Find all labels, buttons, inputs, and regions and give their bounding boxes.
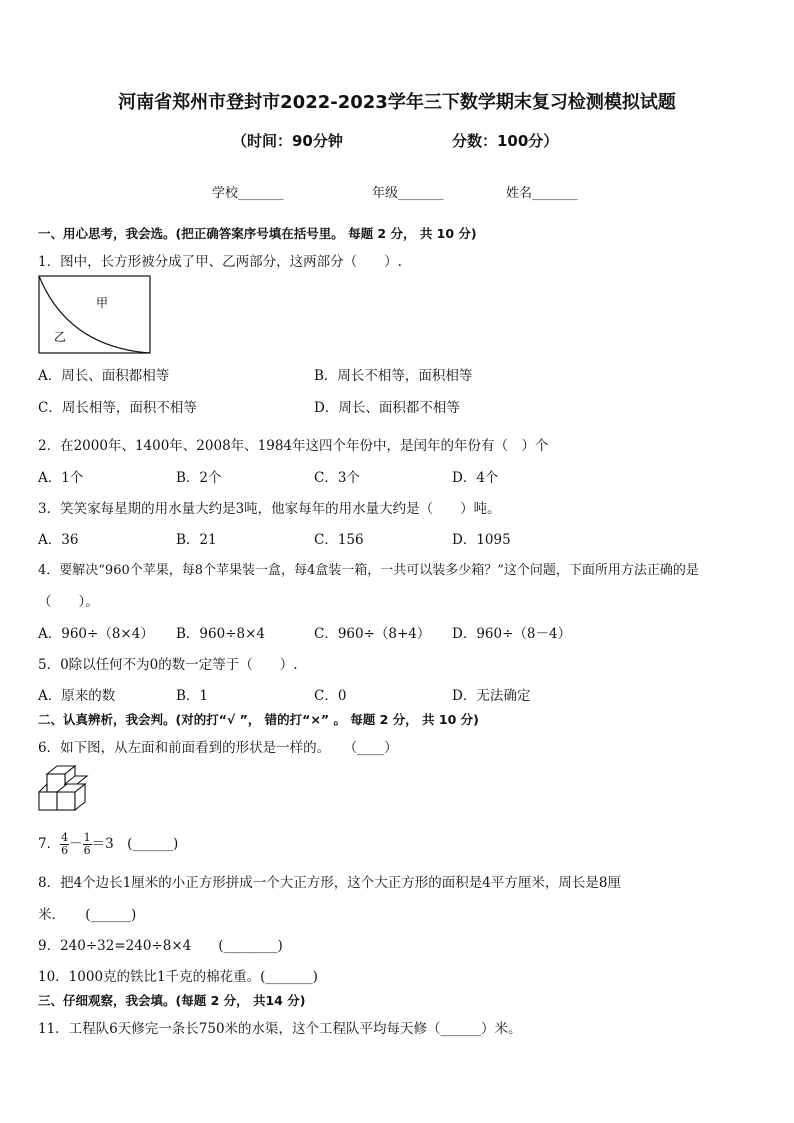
question-5: 5．0除以任何不为0的数一定等于（ ）. <box>38 657 298 673</box>
label-jia: 甲 <box>96 296 109 310</box>
fraction-1 <box>60 832 69 857</box>
exam-score: 分数：100分） <box>452 132 559 150</box>
question-4-cont: （ ）。 <box>38 594 99 610</box>
q5-option-d: D．无法确定 <box>452 688 531 704</box>
q1-option-c: C．周长相等，面积不相等 <box>38 400 197 416</box>
cube-figure <box>37 764 89 816</box>
school-field: 学校_______ <box>212 186 284 201</box>
q2-option-c: C．3个 <box>314 470 360 486</box>
question-3: 3．笑笑家每星期的用水量大约是3吨，他家每年的用水量大约是（ ）吨。 <box>38 501 501 517</box>
q2-option-d: D．4个 <box>452 470 499 486</box>
q2-option-a: A．1个 <box>38 470 84 486</box>
question-9: 9．240÷32=240÷8×4 (________) <box>38 938 283 954</box>
fraction-1-denominator: 6 <box>61 844 69 857</box>
q4-option-b: B．960÷8×4 <box>176 626 265 642</box>
q3-option-b: B．21 <box>176 532 217 548</box>
section-heading-3: 三、仔细观察，我会填。(每题 2 分， 共14 分) <box>38 993 306 1008</box>
q4-option-a: A．960÷（8×4） <box>38 626 154 642</box>
q4-option-c: C．960÷（8+4） <box>314 626 431 642</box>
q7-minus: － <box>69 836 83 852</box>
q2-option-b: B．2个 <box>176 470 222 486</box>
q7-suffix: ＝3 (______) <box>91 836 179 852</box>
page-title: 河南省郑州市登封市2022-2023学年三下数学期末复习检测模拟试题 <box>118 92 676 113</box>
question-11: 11．工程队6天修完一条长750米的水渠，这个工程队平均每天修（______）米。 <box>38 1021 522 1037</box>
q1-option-d: D．周长、面积都不相等 <box>314 400 460 416</box>
fraction-2 <box>83 832 92 857</box>
question-1: 1．图中，长方形被分成了甲、乙两部分，这两部分（ ）. <box>38 254 402 270</box>
question-6: 6．如下图，从左面和前面看到的形状是一样的。 （____） <box>38 740 398 756</box>
q1-option-a: A．周长、面积都相等 <box>38 368 170 384</box>
label-yi: 乙 <box>54 330 67 344</box>
q5-option-c: C．0 <box>314 688 347 704</box>
question-8-cont: 米． (______) <box>38 907 137 923</box>
fraction-2-numerator: 1 <box>83 831 91 844</box>
question-7 <box>38 832 178 857</box>
q4-option-d: D．960÷（8－4） <box>452 626 572 642</box>
exam-time: （时间：90分钟 <box>232 132 343 150</box>
q5-option-b: B．1 <box>176 688 209 704</box>
question-8: 8．把4个边长1厘米的小正方形拼成一个大正方形，这个大正方形的面积是4平方厘米，周长是8厘 <box>38 875 621 891</box>
section-heading-1: 一、用心思考，我会选。(把正确答案序号填在括号里。 每题 2 分， 共 10 分) <box>38 226 477 241</box>
q1-option-b: B．周长不相等，面积相等 <box>314 368 473 384</box>
question-2: 2．在2000年、1400年、2008年、1984年这四个年份中，是闰年的年份有（ ）个 <box>38 438 549 454</box>
section-heading-2: 二、认真辨析，我会判。(对的打“√ ”， 错的打“×” 。 每题 2 分， 共 10 分) <box>38 712 479 727</box>
q3-option-a: A．36 <box>38 532 79 548</box>
rectangle-figure <box>38 275 152 355</box>
question-4: 4．要解决“960个苹果，每8个苹果装一盒，每4盒装一箱，一共可以装多少箱？”这个问题，下面所用方法正确的是 <box>38 563 699 578</box>
fraction-1-numerator: 4 <box>61 831 69 844</box>
fraction-2-denominator: 6 <box>83 844 91 857</box>
q3-option-c: C．156 <box>314 532 364 548</box>
name-field: 姓名_______ <box>506 186 578 201</box>
q3-option-d: D．1095 <box>452 532 511 548</box>
q5-option-a: A．原来的数 <box>38 688 116 704</box>
grade-field: 年级_______ <box>372 186 444 201</box>
question-10: 10．1000克的铁比1千克的棉花重。(_______) <box>38 969 318 985</box>
q7-prefix: 7． <box>38 836 61 852</box>
